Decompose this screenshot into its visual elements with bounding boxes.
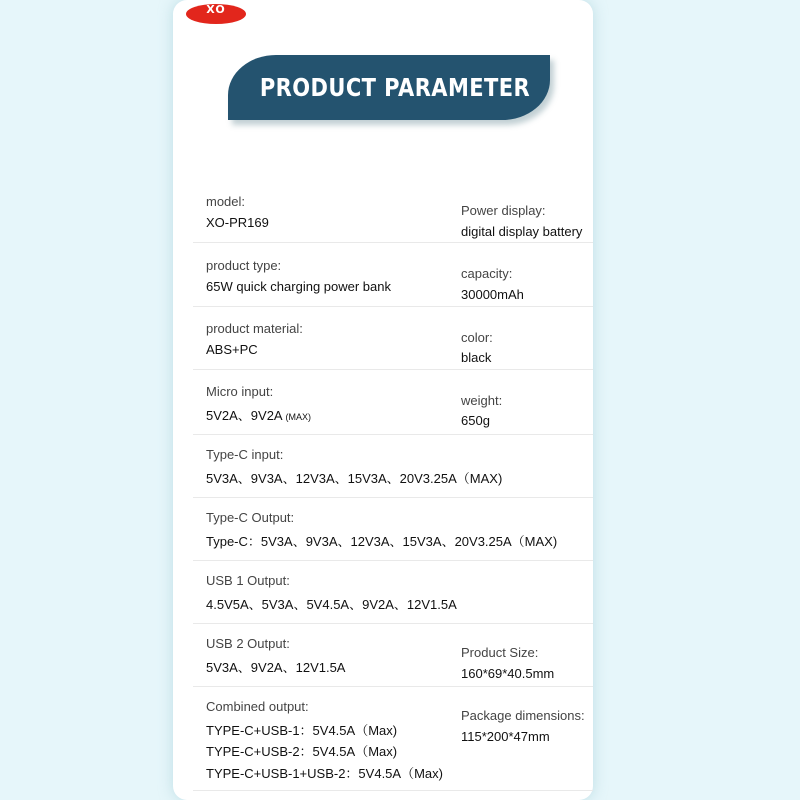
micro-input-value: 5V2A、9V2A (MAX) xyxy=(206,408,312,423)
model-value: XO-PR169 xyxy=(206,215,269,230)
color-value: black xyxy=(461,350,492,365)
usb1-output-value: 4.5V5A、5V3A、5V4.5A、9V2A、12V1.5A xyxy=(206,597,457,612)
usb2-output-label: USB 2 Output: xyxy=(206,636,290,651)
usb2-output-value: 5V3A、9V2A、12V1.5A xyxy=(206,660,346,675)
param-row-material xyxy=(193,307,593,370)
power-display-label: Power display: xyxy=(461,203,546,218)
weight-label: weight: xyxy=(461,393,503,408)
product-size-label: Product Size: xyxy=(461,645,539,660)
model-label: model: xyxy=(206,194,246,209)
power-display-value: digital display battery xyxy=(461,224,583,239)
micro-input-max: (MAX) xyxy=(285,412,312,422)
page-title: PRODUCT PARAMETER xyxy=(259,73,531,102)
param-row-typec-output xyxy=(193,498,593,561)
param-row-typec-input xyxy=(193,435,593,498)
product-type-label: product type: xyxy=(206,258,282,273)
package-dimensions-label: Package dimensions: xyxy=(461,708,585,723)
combined-output-label: Combined output: xyxy=(206,699,309,714)
param-row-usb1-output xyxy=(193,561,593,624)
weight-value: 650g xyxy=(461,413,490,428)
color-label: color: xyxy=(461,330,493,345)
param-row-product-type xyxy=(193,243,593,307)
material-value: ABS+PC xyxy=(206,342,258,357)
combined-output-line-3: TYPE-C+USB-1+USB-2：5V4.5A（Max) xyxy=(206,766,443,781)
material-label: product material: xyxy=(206,321,303,336)
package-dimensions-value: 115*200*47mm xyxy=(461,729,550,744)
capacity-label: capacity: xyxy=(461,266,513,281)
logo-mark: XO xyxy=(206,3,226,16)
product-size-value: 160*69*40.5mm xyxy=(461,666,555,681)
micro-input-label: Micro input: xyxy=(206,384,274,399)
param-row-micro-input xyxy=(193,370,593,435)
product-type-value: 65W quick charging power bank xyxy=(206,279,391,294)
combined-output-line-2: TYPE-C+USB-2：5V4.5A（Max) xyxy=(206,744,398,759)
capacity-value: 30000mAh xyxy=(461,287,524,302)
typec-output-label: Type-C Output: xyxy=(206,510,295,525)
usb1-output-label: USB 1 Output: xyxy=(206,573,290,588)
typec-input-value: 5V3A、9V3A、12V3A、15V3A、20V3.25A（MAX) xyxy=(206,471,503,486)
combined-output-line-1: TYPE-C+USB-1：5V4.5A（Max) xyxy=(206,723,398,738)
typec-output-value: Type-C：5V3A、9V3A、12V3A、15V3A、20V3.25A（MAX) xyxy=(206,534,558,549)
typec-input-label: Type-C input: xyxy=(206,447,284,462)
